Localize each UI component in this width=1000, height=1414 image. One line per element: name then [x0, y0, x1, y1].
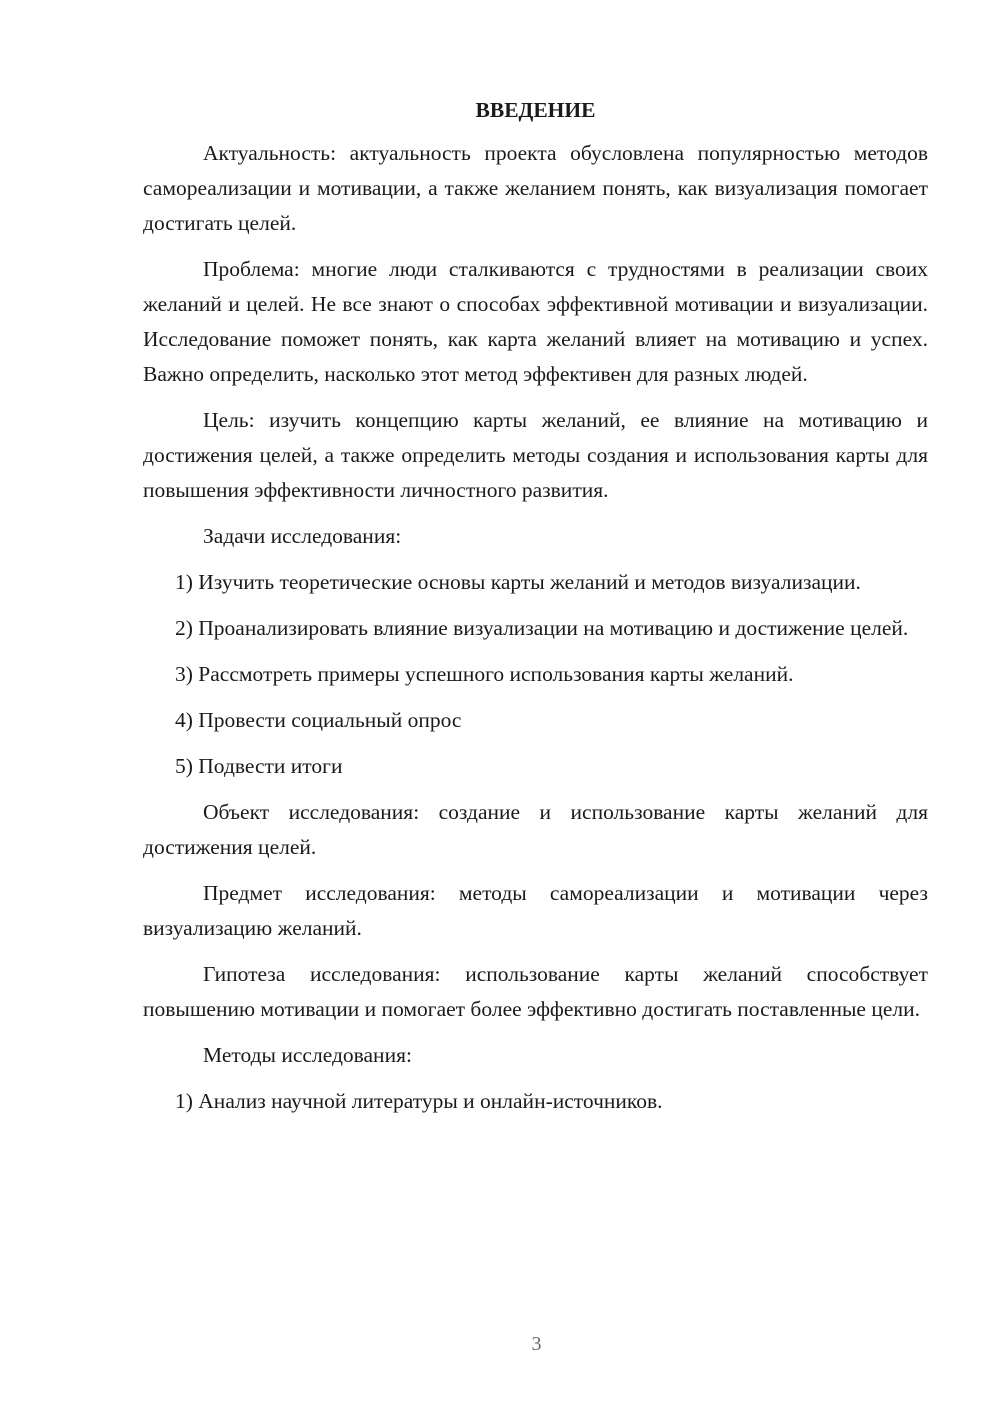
task-item: 4) Провести социальный опрос [175, 708, 462, 732]
paragraph-subject: Предмет исследования: методы самореализации и мотивации через визуализацию желаний. [143, 881, 928, 940]
task-item: 5) Подвести итоги [175, 754, 343, 778]
tasks-title: Задачи исследования: [203, 524, 402, 548]
task-item: 2) Проанализировать влияние визуализации на мотивацию и достижение целей. [175, 616, 909, 640]
paragraph-object: Объект исследования: создание и использование карты желаний для достижения целей. [143, 800, 928, 859]
section-heading: ВВЕДЕНИЕ [475, 98, 596, 122]
method-item: 1) Анализ научной литературы и онлайн-источников. [175, 1089, 663, 1113]
task-item: 1) Изучить теоретические основы карты желаний и методов визуализации. [175, 570, 861, 594]
paragraph-relevance: Актуальность: актуальность проекта обусловлена популярностью методов самореализации и мотивации, а также желанием понять, как визуализация помогает достигать целей. [143, 141, 928, 235]
paragraph-hypothesis: Гипотеза исследования: использование карты желаний способствует повышению мотивации и помогает более эффективно достигать поставленные цели. [143, 962, 928, 1021]
page-number: 3 [531, 1333, 542, 1355]
paragraph-problem: Проблема: многие люди сталкиваются с трудностями в реализации своих желаний и целей. Не все знают о способах эффективной мотивации и визуализации. Исследование поможет понять, как карта желаний влияет на мотивацию и успех. Важно определить, насколько этот метод эффективен для разных людей. [143, 257, 928, 386]
task-item: 3) Рассмотреть примеры успешного использования карты желаний. [175, 662, 794, 686]
document-body [143, 95, 928, 1130]
paragraph-goal: Цель: изучить концепцию карты желаний, ее влияние на мотивацию и достижения целей, а также определить методы создания и использования карты для повышения эффективности личностного развития. [143, 408, 928, 502]
methods-title: Методы исследования: [203, 1043, 412, 1067]
